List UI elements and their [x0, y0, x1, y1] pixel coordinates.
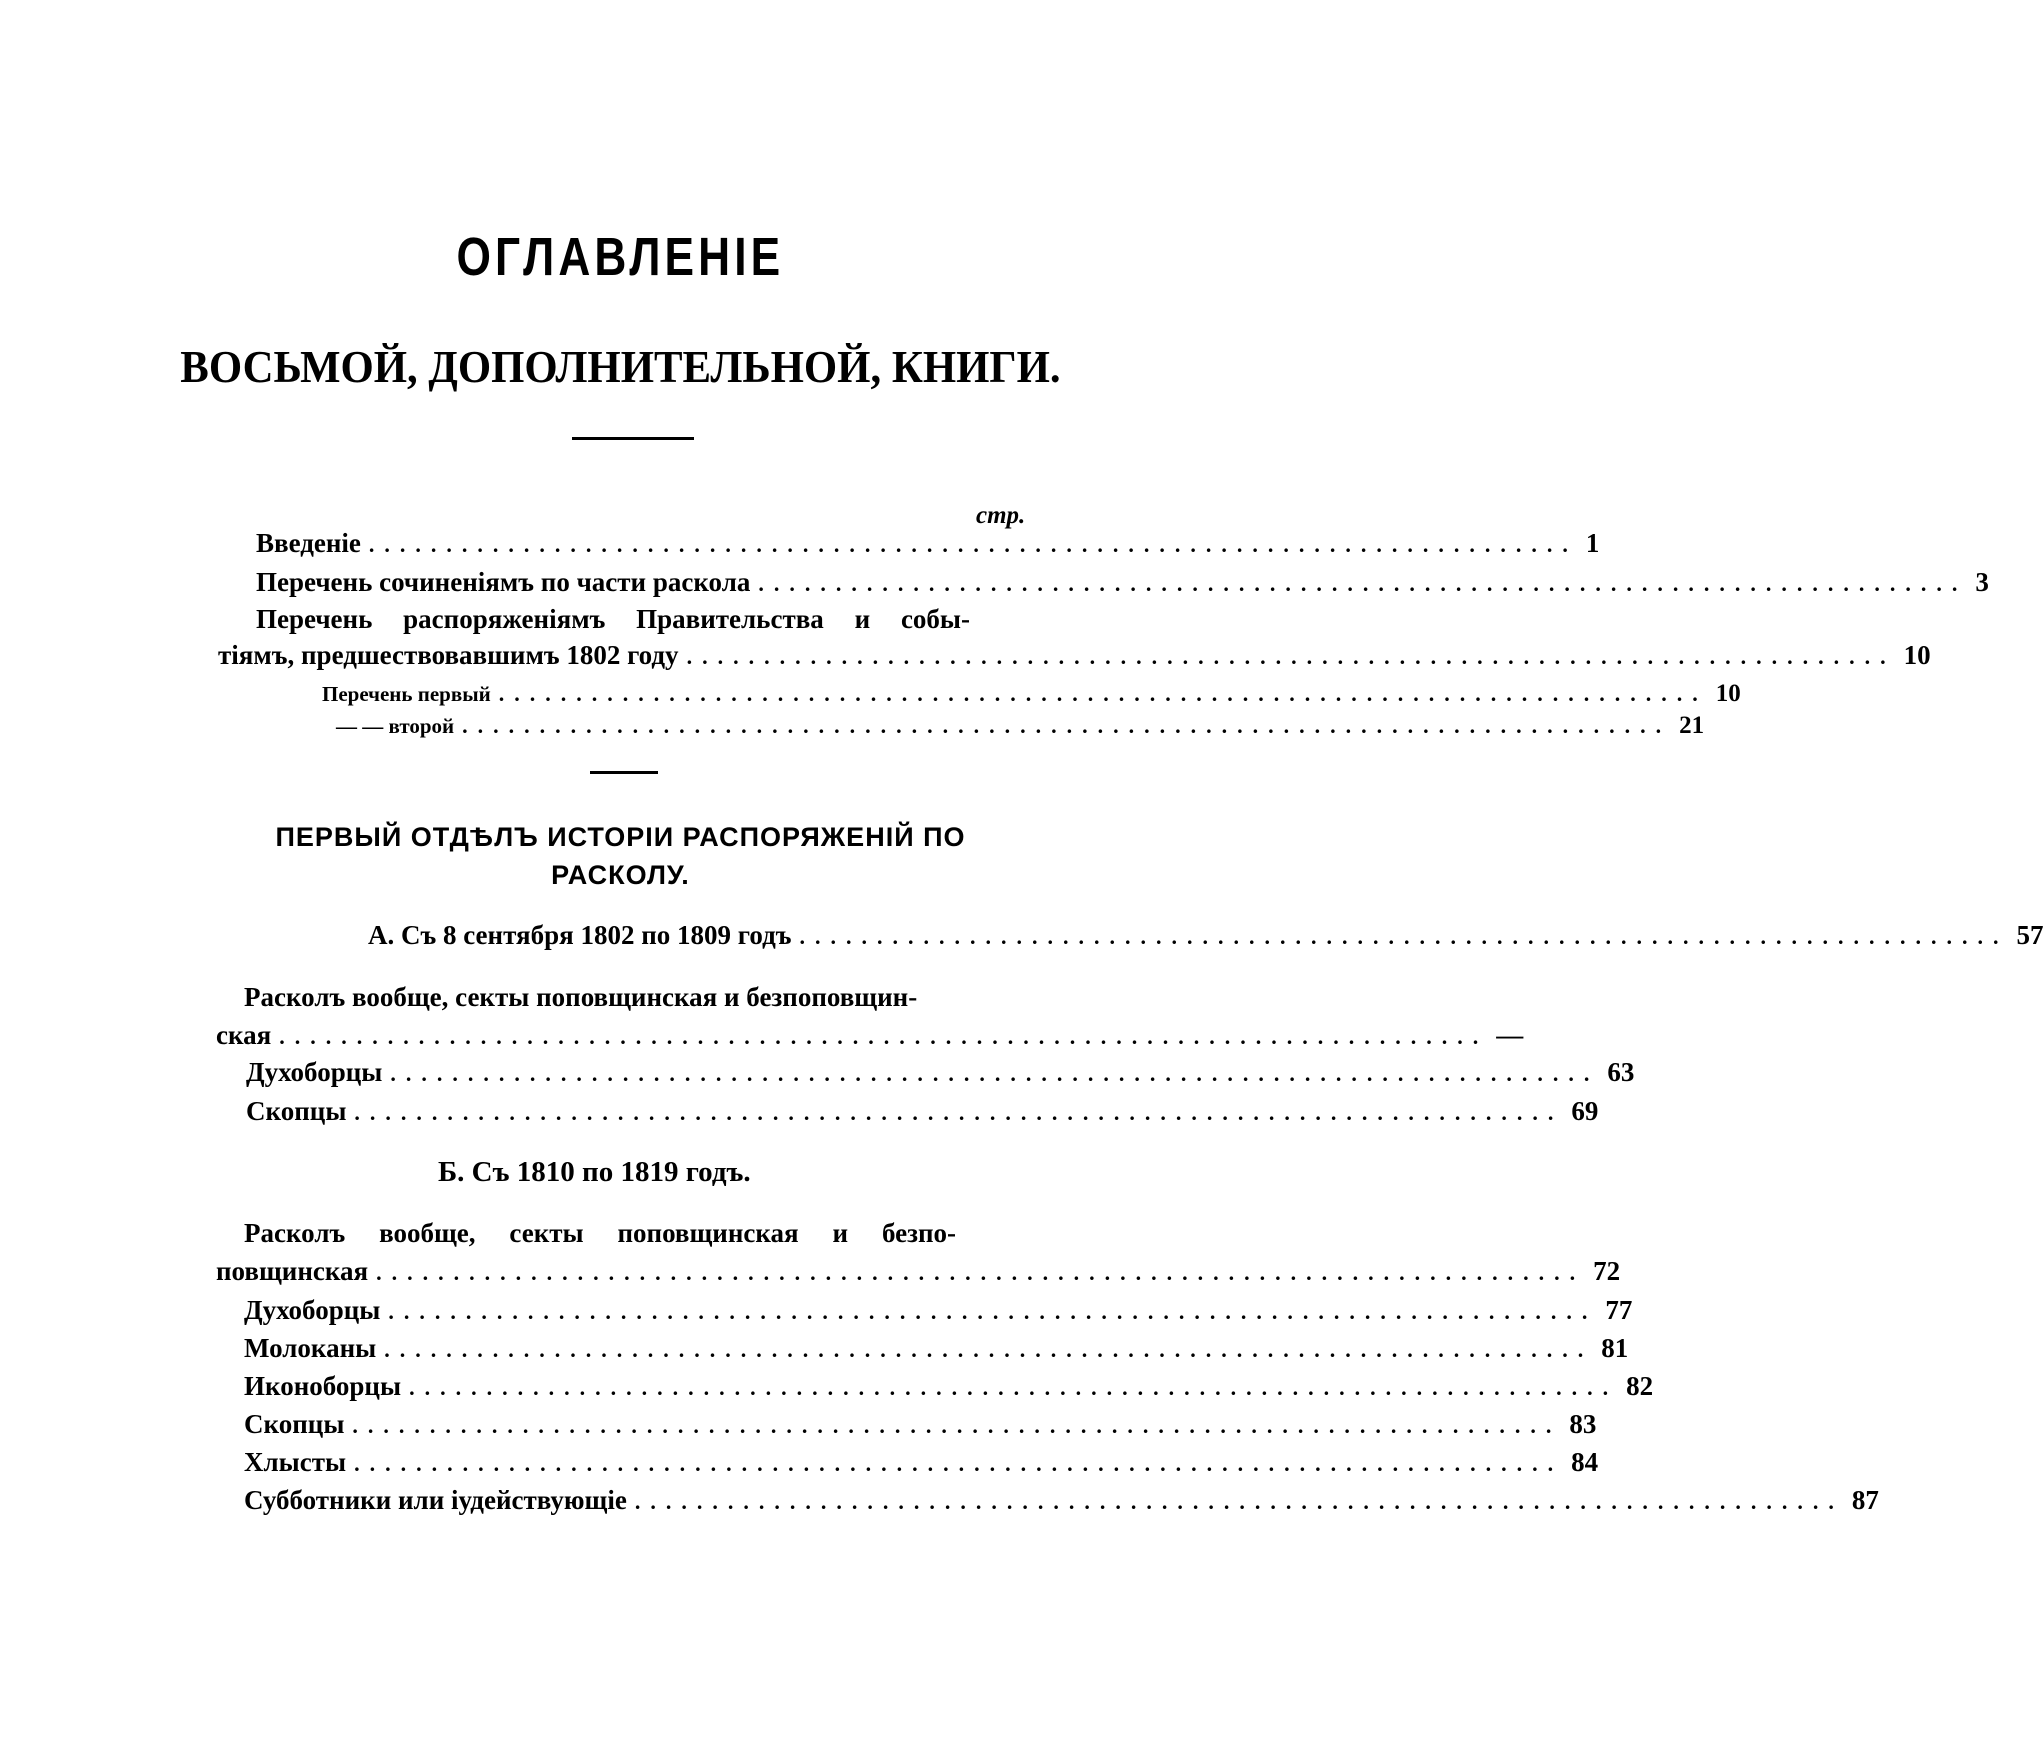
entry-page: 83: [1569, 1409, 1597, 1439]
entry-page: 57: [2016, 920, 2044, 950]
leader-dots: ..............................................................................: [498, 681, 1708, 706]
toc-entry-line1[interactable]: Перечень распоряженіямъ Правительства и собы-: [256, 604, 970, 634]
toc-entry[interactable]: [244, 1333, 1629, 1364]
page-subtitle: ВОСЬМОЙ, ДОПОЛНИТЕЛЬНОЙ, КНИГИ.: [180, 341, 1061, 392]
toc-entry[interactable]: [216, 1256, 1621, 1287]
entry-page: 81: [1601, 1333, 1629, 1363]
leader-dots: ..............................................................................: [634, 1489, 1844, 1514]
entry-label: Духоборцы: [244, 1295, 381, 1325]
leader-dots: ..............................................................................: [354, 1451, 1564, 1476]
entry-page: 1: [1585, 528, 1600, 558]
entry-page: 84: [1571, 1447, 1599, 1477]
section-heading: ПЕРВЫЙ ОТДѢЛЪ ИСТОРІИ РАСПОРЯЖЕНІЙ ПО: [275, 822, 966, 852]
toc-entry[interactable]: [322, 680, 1741, 708]
toc-entry-line1[interactable]: Расколъ вообще, секты поповщинская и безпоповщин-: [244, 982, 918, 1012]
leader-dots: ..............................................................................: [384, 1337, 1594, 1362]
entry-label: Скопцы: [244, 1409, 345, 1439]
leader-dots: ..............................................................................: [409, 1375, 1619, 1400]
ornament-divider: [572, 437, 694, 440]
entry-label: Молоканы: [244, 1333, 377, 1363]
entry-page: 87: [1851, 1485, 1879, 1515]
leader-dots: ..............................................................................: [758, 571, 1968, 596]
entry-label: Духоборцы: [246, 1057, 383, 1087]
leader-dots: ..............................................................................: [462, 713, 1672, 738]
entry-label: Скопцы: [246, 1096, 347, 1126]
toc-entry[interactable]: [244, 1409, 1597, 1440]
entry-label: Субботники или іудействующіе: [244, 1485, 627, 1515]
entry-label: Введеніе: [256, 528, 361, 558]
leader-dots: ..............................................................................: [686, 644, 1896, 669]
entry-label: Перечень первый: [322, 682, 491, 706]
entry-label: Перечень сочиненіямъ по части раскола: [256, 567, 751, 597]
entry-page: 21: [1679, 712, 1705, 739]
entry-page: 63: [1607, 1057, 1635, 1087]
leader-dots: ..............................................................................: [376, 1260, 1586, 1285]
toc-entry[interactable]: [256, 567, 1989, 598]
entry-page: 10: [1903, 640, 1931, 670]
entry-label: А. Съ 8 сентября 1802 по 1809 годъ: [368, 920, 792, 950]
toc-entry-line1[interactable]: Расколъ вообще, секты поповщинская и безпо-: [244, 1218, 956, 1248]
entry-page: 82: [1626, 1371, 1654, 1401]
period-heading-b: Б. Съ 1810 по 1819 годъ.: [438, 1156, 751, 1188]
entry-page: 10: [1715, 680, 1741, 707]
leader-dots: ..............................................................................: [354, 1100, 1564, 1125]
leader-dots: ..............................................................................: [390, 1061, 1600, 1086]
entry-page: 72: [1593, 1256, 1621, 1286]
page-column-label: стр.: [976, 502, 1026, 529]
toc-entry[interactable]: [218, 640, 1931, 671]
section-divider: [590, 771, 658, 774]
entry-label: тіямъ, предшествовавшимъ 1802 году: [218, 640, 679, 670]
entry-page: —: [1496, 1020, 1524, 1050]
toc-entry[interactable]: [244, 1485, 1879, 1516]
entry-label: Иконоборцы: [244, 1371, 402, 1401]
toc-entry[interactable]: [244, 1295, 1633, 1326]
entry-label: повщинская: [216, 1256, 369, 1286]
leader-dots: ..............................................................................: [279, 1024, 1489, 1049]
leader-dots: ..............................................................................: [388, 1299, 1598, 1324]
toc-entry[interactable]: [256, 528, 1600, 559]
entry-label: — — второй: [336, 714, 455, 738]
toc-entry[interactable]: [246, 1057, 1635, 1088]
period-heading-a[interactable]: [368, 920, 2044, 951]
leader-dots: ..............................................................................: [352, 1413, 1562, 1438]
toc-entry[interactable]: [336, 712, 1705, 740]
entry-page: 3: [1975, 567, 1989, 597]
leader-dots: ..............................................................................: [799, 924, 2009, 949]
section-heading-cont: РАСКОЛУ.: [551, 860, 690, 890]
leader-dots: ..............................................................................: [368, 532, 1578, 557]
toc-entry[interactable]: [216, 1020, 1524, 1051]
page-title: ОГЛАВЛЕНІЕ: [456, 227, 785, 287]
toc-entry[interactable]: [246, 1096, 1599, 1127]
entry-label: ская: [216, 1020, 272, 1050]
toc-entry[interactable]: [244, 1447, 1599, 1478]
toc-entry[interactable]: [244, 1371, 1654, 1402]
entry-page: 77: [1605, 1295, 1633, 1325]
entry-page: 69: [1571, 1096, 1599, 1126]
entry-label: Хлысты: [244, 1447, 347, 1477]
